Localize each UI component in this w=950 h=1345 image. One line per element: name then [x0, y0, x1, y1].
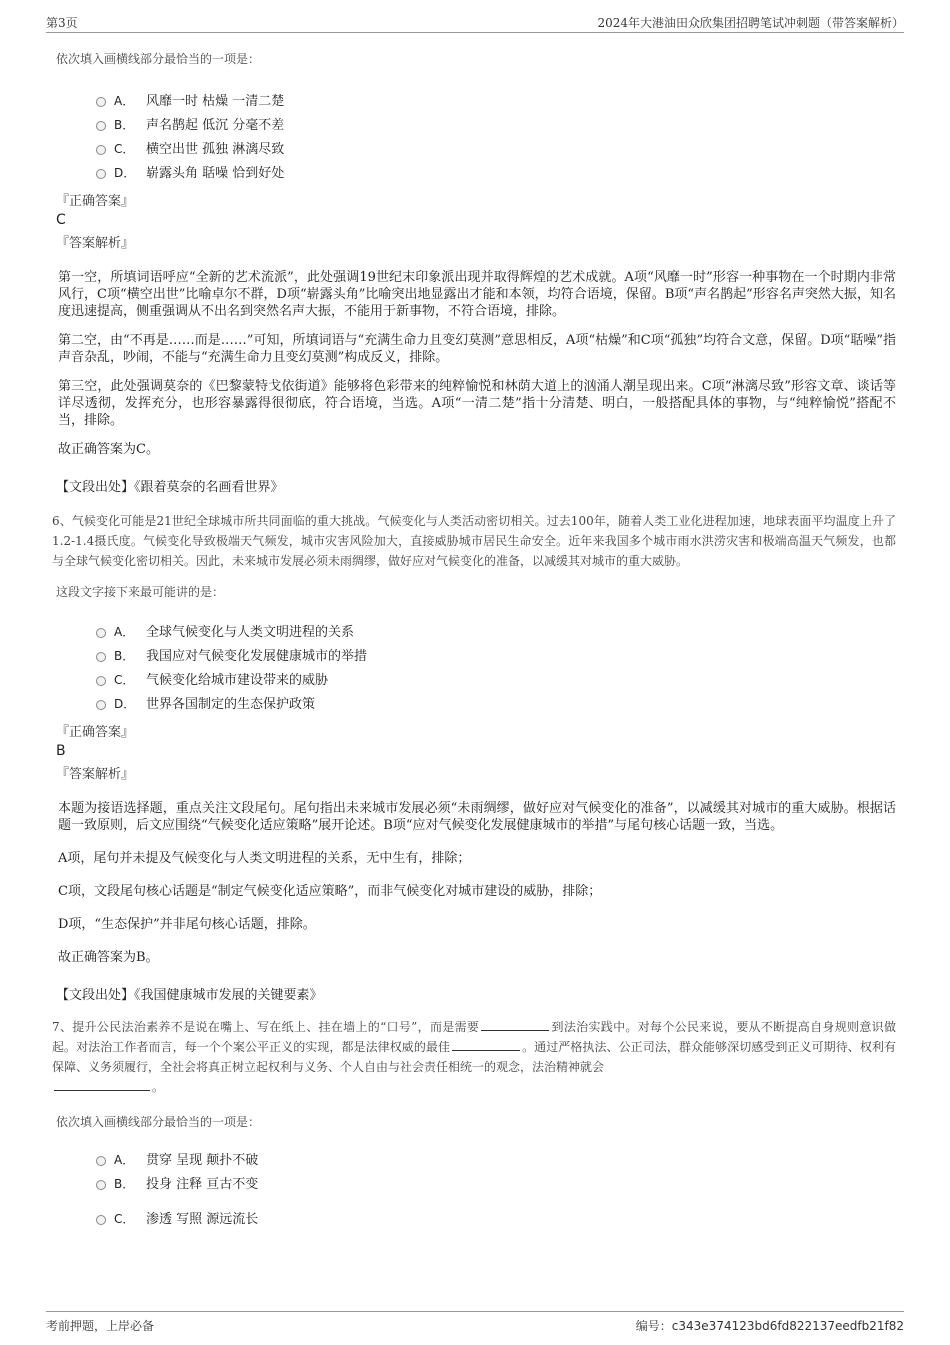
option-text: 横空出世 孤独 淋漓尽致: [146, 142, 285, 157]
page-number: 第3页: [46, 16, 78, 30]
radio-icon[interactable]: [96, 652, 106, 662]
fill-blank: [481, 1018, 549, 1031]
answer-value: B: [56, 743, 66, 759]
radio-icon[interactable]: [96, 1215, 106, 1225]
option-text: 渗透 写照 源远流长: [146, 1212, 259, 1227]
analysis-label: 『答案解析』: [56, 236, 135, 251]
option-text: 风靡一时 枯燥 一清二楚: [146, 94, 285, 109]
option-c[interactable]: [96, 1207, 896, 1231]
analysis-paragraph: 第二空，由“不再是……而是……”可知，所填词语与“充满生命力且变幻莫测”意思相反，A项“枯燥”和C项“孤独”均符合文意，保留。D项“聒噪”指声音杂乱，吵闹，不能与“充满生命力且变幻莫测”构成反义，排除。: [58, 333, 896, 365]
option-b[interactable]: [96, 113, 896, 137]
option-list: [96, 1148, 896, 1231]
option-c[interactable]: [96, 668, 896, 692]
answer-value: C: [56, 212, 66, 228]
question-prompt: 依次填入画横线部分最恰当的一项是：: [56, 52, 261, 66]
option-letter: B．: [114, 1177, 135, 1191]
radio-icon[interactable]: [96, 169, 106, 179]
option-letter: A．: [114, 625, 135, 639]
document-title: 2024年大港油田众欣集团招聘笔试冲刺题（带答案解析）: [597, 16, 904, 30]
analysis-paragraph: 第一空，所填词语呼应“全新的艺术流派”，此处强调19世纪末印象派出现并取得辉煌的艺术成就。A项“风靡一时”形容一种事物在一个时期内非常风行，C项“横空出世”比喻卓尔不群，D项“崭露头角”比喻突出地显露出才能和本领，均符合语境，保留。B项“声名鹊起”形容名声突然大振，知名度迅速提高，侧重强调从不出名到突然名声大振，不能用于新事物，不符合语境，排除。: [58, 270, 896, 319]
option-b[interactable]: [96, 644, 896, 668]
fill-blank: [452, 1038, 520, 1051]
option-a[interactable]: [96, 620, 896, 644]
analysis-conclusion: 故正确答案为B。: [58, 950, 159, 965]
option-b[interactable]: [96, 1172, 896, 1196]
radio-icon[interactable]: [96, 1156, 106, 1166]
source-citation: 【文段出处】《跟着莫奈的名画看世界》: [56, 480, 284, 495]
source-citation: 【文段出处】《我国健康城市发展的关键要素》: [56, 988, 323, 1003]
option-text: 投身 注释 亘古不变: [146, 1177, 259, 1192]
analysis-conclusion: 故正确答案为C。: [58, 442, 159, 457]
page-footer: [46, 1311, 904, 1334]
option-a[interactable]: [96, 1148, 896, 1172]
analysis-paragraph: C项，文段尾句核心话题是“制定气候变化适应策略”，而非气候变化对城市建设的威胁，排除；: [58, 884, 602, 899]
radio-icon[interactable]: [96, 121, 106, 131]
document-body: [52, 40, 896, 1231]
option-list: [96, 620, 896, 716]
option-text: 声名鹊起 低沉 分毫不差: [146, 118, 285, 133]
option-text: 崭露头角 聒噪 恰到好处: [146, 166, 285, 181]
option-c[interactable]: [96, 137, 896, 161]
option-letter: B．: [114, 649, 135, 663]
option-text: 全球气候变化与人类文明进程的关系: [146, 625, 355, 640]
option-text: 气候变化给城市建设带来的威胁: [146, 673, 329, 688]
radio-icon[interactable]: [96, 700, 106, 710]
fill-blank: [54, 1078, 150, 1091]
option-text: 世界各国制定的生态保护政策: [146, 697, 316, 712]
option-d[interactable]: [96, 692, 896, 716]
radio-icon[interactable]: [96, 628, 106, 638]
radio-icon[interactable]: [96, 97, 106, 107]
document-id-value: c343e374123bd6fd822137eedfb21f82: [671, 1319, 904, 1333]
option-text: 我国应对气候变化发展健康城市的举措: [146, 649, 368, 664]
analysis-paragraph: 第三空，此处强调莫奈的《巴黎蒙特戈依街道》能够将色彩带来的纯粹愉悦和林荫大道上的汹涌人潮呈现出来。C项“淋漓尽致”形容文章、谈话等详尽透彻，发挥充分，也形容暴露得很彻底，符合语境，当选。A项“一清二楚”指十分清楚、明白，一般搭配具体的事物，与“纯粹愉悦”搭配不当，排除。: [58, 379, 896, 428]
question-prompt: 依次填入画横线部分最恰当的一项是：: [56, 1115, 261, 1129]
radio-icon[interactable]: [96, 676, 106, 686]
option-list: [96, 89, 896, 185]
question-text-part: 。: [152, 1080, 165, 1094]
option-letter: D．: [114, 697, 136, 711]
option-a[interactable]: [96, 89, 896, 113]
option-d[interactable]: [96, 161, 896, 185]
question-text: 6、气候变化可能是21世纪全球城市所共同面临的重大挑战。气候变化与人类活动密切相关。过去100年，随着人类工业化进程加速，地球表面平均温度上升了1.2-1.4摄氏度。气候变化导致极端天气频发，城市灾害风险加大，直接威胁城市居民生命安全。近年来我国多个城市雨水洪涝灾害和极端高温天气频发，也都与全球气候变化密切相关。因此，未来城市发展必须未雨绸缪，做好应对气候变化的准备，以减缓其对城市的重大威胁。: [52, 514, 896, 568]
analysis-paragraph: 本题为接语选择题，重点关注文段尾句。尾句指出未来城市发展必须“未雨绸缪，做好应对气候变化的准备”，以减缓其对城市的重大威胁。根据话题一致原则，后文应围绕“气候变化适应策略”展开论述。B项“应对气候变化发展健康城市的举措”与尾句核心话题一致，当选。: [58, 801, 896, 833]
question-6-block: [52, 511, 896, 1003]
option-letter: A．: [114, 1153, 135, 1167]
answer-label: 『正确答案』: [56, 725, 135, 740]
analysis-paragraph: A项，尾句并未提及气候变化与人类文明进程的关系，无中生有，排除；: [58, 851, 471, 866]
option-text: 贯穿 呈现 颠扑不破: [146, 1153, 259, 1168]
footer-slogan: 考前押题，上岸必备: [46, 1319, 155, 1333]
document-id: [636, 1317, 904, 1334]
option-letter: C．: [114, 1212, 135, 1226]
analysis-label: 『答案解析』: [56, 767, 135, 782]
question-5-block: [56, 50, 896, 495]
option-letter: A．: [114, 94, 135, 108]
option-letter: B．: [114, 118, 135, 132]
radio-icon[interactable]: [96, 1180, 106, 1190]
question-7-block: [52, 1017, 896, 1231]
radio-icon[interactable]: [96, 145, 106, 155]
question-text: [52, 1017, 896, 1097]
question-text-part: 到法治实践中。对每个公民来说，要从不断提高自身规则意识做起。对法治工作者而言，每一个个案公平正义的实现，都是法律权威的最佳: [52, 1020, 896, 1054]
option-letter: D．: [114, 166, 136, 180]
answer-label: 『正确答案』: [56, 194, 135, 209]
page-header: [46, 12, 904, 33]
question-prompt: 这段文字接下来最可能讲的是：: [56, 585, 225, 599]
analysis-paragraph: D项，“生态保护”并非尾句核心话题，排除。: [58, 917, 316, 932]
question-text-part: 。通过严格执法、公正司法，群众能够深切感受到正义可期待、权利有保障、义务须履行，全社会将真正树立起权利与义务、个人自由与社会责任相统一的观念，法治精神就会: [52, 1040, 896, 1074]
option-letter: C．: [114, 142, 135, 156]
question-text-part: 7、提升公民法治素养不是说在嘴上、写在纸上、挂在墙上的“口号”，而是需要: [52, 1020, 480, 1034]
option-letter: C．: [114, 673, 135, 687]
document-id-label: 编号：: [635, 1319, 672, 1333]
